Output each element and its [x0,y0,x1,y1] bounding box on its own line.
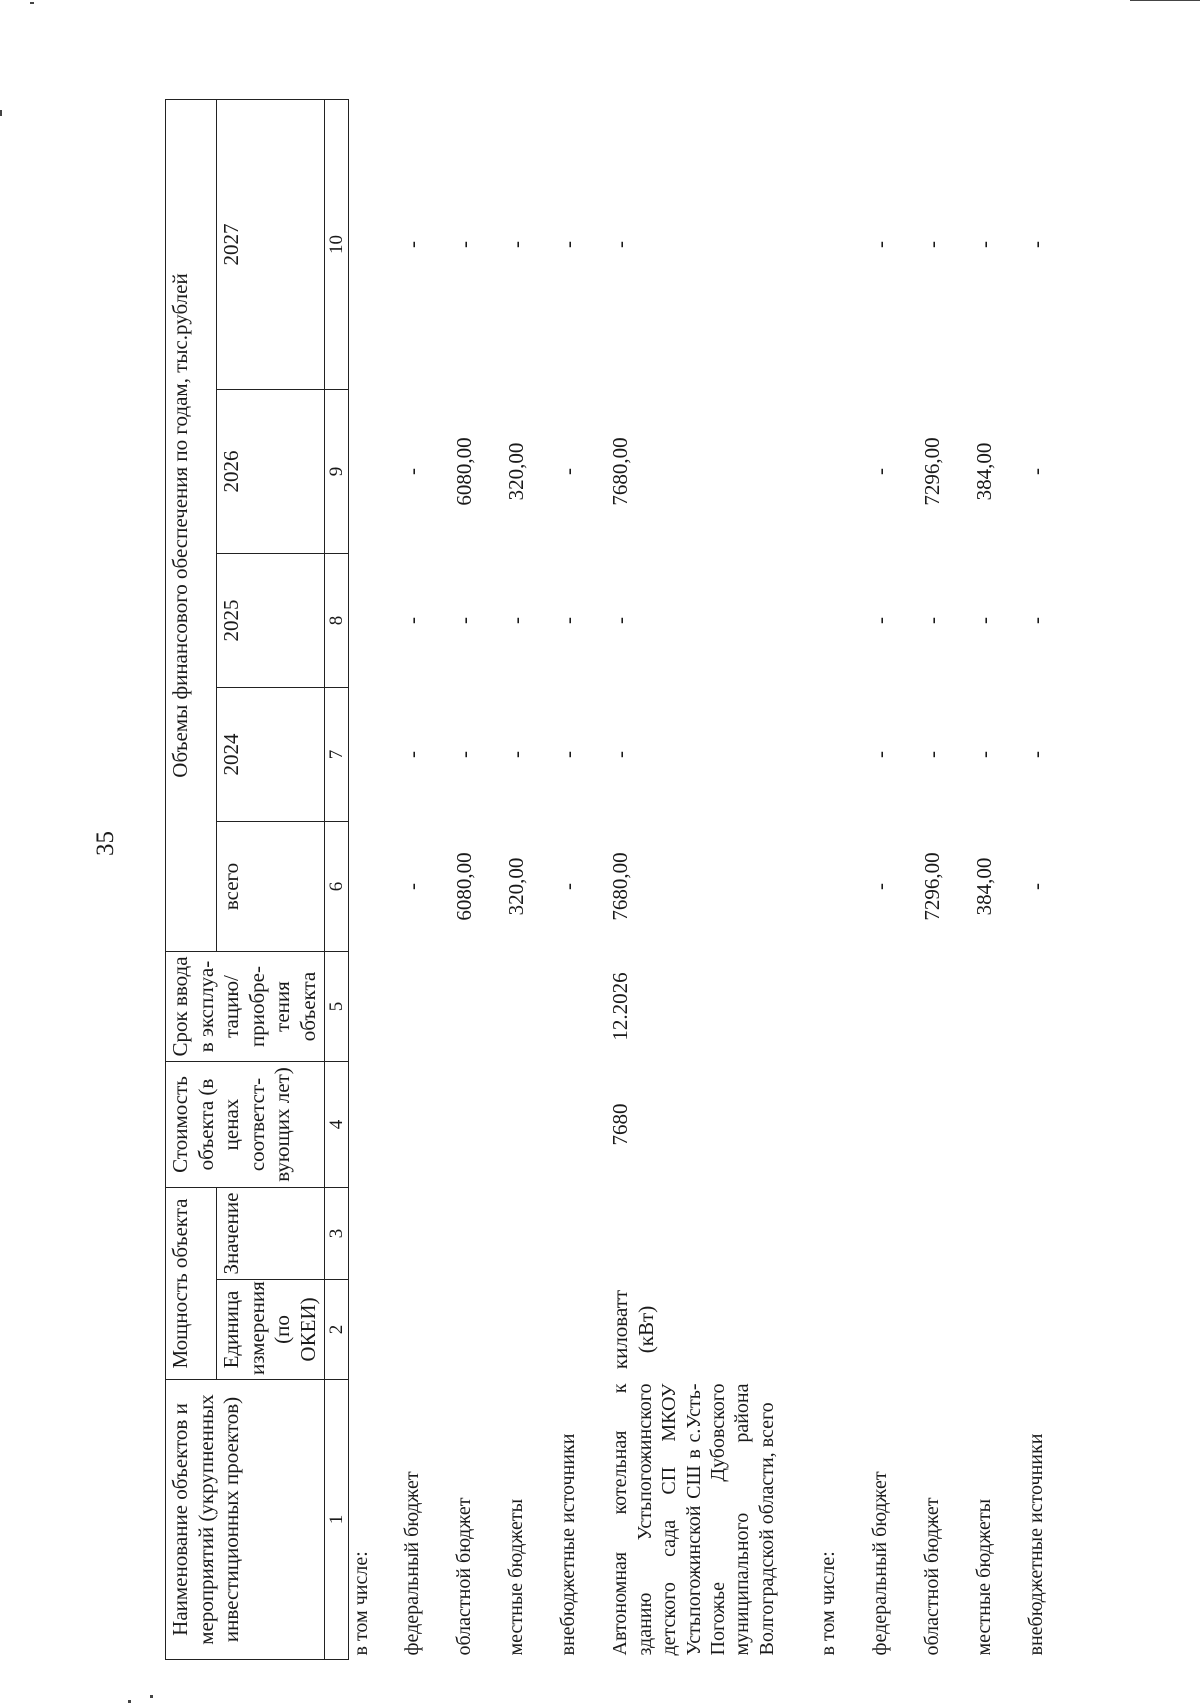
table-row [348,99,400,1659]
cell-value [608,1188,816,1280]
cell-y2024: - [1024,751,1049,758]
cell-y2027: - [556,240,581,248]
cell-y2024: - [504,751,529,758]
table-row [608,99,816,1659]
cell-name: в том числе: [817,1551,840,1656]
cell-y2026: - [556,468,581,475]
table-row [972,99,1024,1659]
cell-value [452,1188,504,1280]
cell-unit [972,1280,1024,1380]
cell-y2025 [816,554,868,688]
table-row [920,99,972,1659]
cell-y2024: - [452,751,477,758]
cell-value [348,1188,400,1280]
cell-value [1024,1188,1076,1280]
cell-y2026: 7296,00 [920,437,945,506]
cell-term [348,952,400,1062]
cell-term [816,952,868,1062]
header-unit: Единица измерения (по ОКЕИ) [217,1280,324,1380]
cell-total: - [400,883,425,890]
cell-y2024: - [868,751,893,758]
table-row [816,99,868,1659]
cell-y2024: - [556,751,581,758]
header-name: Наименование объектов и мероприятий (укрупненных инвестиционных проектов) [166,1380,325,1660]
cell-y2026: - [868,468,893,475]
cell-cost [868,1062,920,1188]
table-row [452,99,504,1659]
column-index: 4 [324,1062,348,1188]
cell-name: областной бюджет [921,1497,944,1656]
cell-term [1024,952,1076,1062]
investment-table [165,99,1076,1660]
cell-y2026: - [400,468,425,475]
cell-unit [504,1280,556,1380]
header-year: 2025 [217,554,324,688]
cell-total: 384,00 [972,857,997,916]
cell-y2025: - [556,617,581,624]
cell-total: 7296,00 [920,852,945,921]
header-year: 2027 [217,99,324,389]
cell-unit [400,1280,452,1380]
cell-unit [1024,1280,1076,1380]
cell-y2027 [816,99,868,389]
header-capacity: Мощность объекта [166,1188,217,1380]
cell-name: внебюджетные источники [557,1433,580,1656]
cell-value [816,1188,868,1280]
cell-y2025: - [504,617,529,624]
cell-y2027: - [504,240,529,248]
table-row [556,99,608,1659]
table-body [348,99,1076,1659]
cell-total: 320,00 [504,857,529,916]
cell-y2026: 320,00 [504,442,529,501]
cell-total: - [556,883,581,890]
cell-total: - [1024,883,1049,890]
cell-name: в том числе: [349,1551,372,1656]
cell-term [504,952,556,1062]
cell-value [556,1188,608,1280]
cell-y2027: - [1024,240,1049,248]
cell-term [556,952,608,1062]
header-total: всего [217,822,324,952]
cell-y2027: - [920,240,945,248]
cell-y2026 [348,390,400,554]
cell-cost [556,1062,608,1188]
cell-unit [816,1280,868,1380]
cell-cost [348,1062,400,1188]
cell-y2024: - [920,751,945,758]
cell-y2027: - [608,240,633,248]
column-index: 2 [324,1280,348,1380]
table-row [400,99,452,1659]
cell-name: Автономная котельная к зданию Устьпогожинского детского сада СП МКОУ Устьпогожинской СШ в с.Усть-Погожье Дубовского муниципального района Волгоградской области, всего [609,1383,778,1656]
cell-total: - [868,883,893,890]
cell-unit [556,1280,608,1380]
table-container [165,100,1165,1660]
column-index: 9 [324,390,348,554]
cell-term [920,952,972,1062]
column-index: 1 [324,1380,348,1660]
cell-y2025: - [452,617,477,624]
cell-y2026: 7680,00 [608,437,633,506]
cell-term [972,952,1024,1062]
cell-y2026: 6080,00 [452,437,477,506]
cell-name: областной бюджет [453,1497,476,1656]
header-term: Срок ввода в эксплуа- тацию/ приобре- тения объекта [166,952,325,1062]
cell-value [868,1188,920,1280]
header-value: Значение [217,1188,324,1280]
header-year: 2026 [217,390,324,554]
cell-name: внебюджетные источники [1025,1433,1048,1656]
cell-unit [452,1280,504,1380]
cell-unit [920,1280,972,1380]
cell-y2027: - [400,240,425,248]
cell-unit [348,1280,400,1380]
cell-total [348,822,400,952]
cell-y2027: - [868,240,893,248]
cell-y2024 [348,688,400,822]
cell-y2024 [816,688,868,822]
cell-total: 6080,00 [452,852,477,921]
table-row [504,99,556,1659]
cell-name: местные бюджеты [973,1498,996,1656]
cell-term [400,952,452,1062]
header-funding: Объемы финансового обеспечения по годам, тыс.рублей [166,99,217,951]
cell-y2024: - [400,751,425,758]
header-cost: Стоимость объекта (в ценах соответст- вующих лет) [166,1062,325,1188]
table-row [868,99,920,1659]
cell-cost [504,1062,556,1188]
cell-y2026: 384,00 [972,442,997,501]
column-index: 6 [324,822,348,952]
column-index: 8 [324,554,348,688]
cell-name: федеральный бюджет [869,1471,892,1656]
cell-y2025: - [1024,617,1049,624]
column-index: 3 [324,1188,348,1280]
cell-y2024: - [972,751,997,758]
cell-cost [920,1062,972,1188]
cell-term [868,952,920,1062]
cell-cost [452,1062,504,1188]
cell-y2025 [348,554,400,688]
cell-cost: 7680 [608,1103,633,1146]
cell-y2025: - [920,617,945,624]
cell-y2026 [816,390,868,554]
cell-y2025: - [400,617,425,624]
cell-unit [868,1280,920,1380]
column-index: 5 [324,952,348,1062]
cell-cost [972,1062,1024,1188]
cell-total [816,822,868,952]
cell-cost [1024,1062,1076,1188]
cell-y2027 [348,99,400,389]
cell-cost [816,1062,868,1188]
column-index: 7 [324,688,348,822]
cell-cost [400,1062,452,1188]
cell-value [920,1188,972,1280]
cell-y2025: - [608,617,633,624]
cell-value [972,1188,1024,1280]
cell-total: 7680,00 [608,852,633,921]
cell-y2027: - [452,240,477,248]
cell-unit: киловатт (кВт) [608,1289,658,1370]
column-index: 10 [324,99,348,389]
header-year: 2024 [217,688,324,822]
cell-name: местные бюджеты [505,1498,528,1656]
cell-y2026: - [1024,468,1049,475]
cell-y2025: - [868,617,893,624]
cell-value [504,1188,556,1280]
table-row [1024,99,1076,1659]
cell-term [452,952,504,1062]
page-number: 35 [92,831,119,856]
cell-value [400,1188,452,1280]
cell-y2025: - [972,617,997,624]
cell-y2027: - [972,240,997,248]
cell-term: 12.2026 [608,972,633,1041]
cell-name: федеральный бюджет [401,1471,424,1656]
cell-y2024: - [608,751,633,758]
